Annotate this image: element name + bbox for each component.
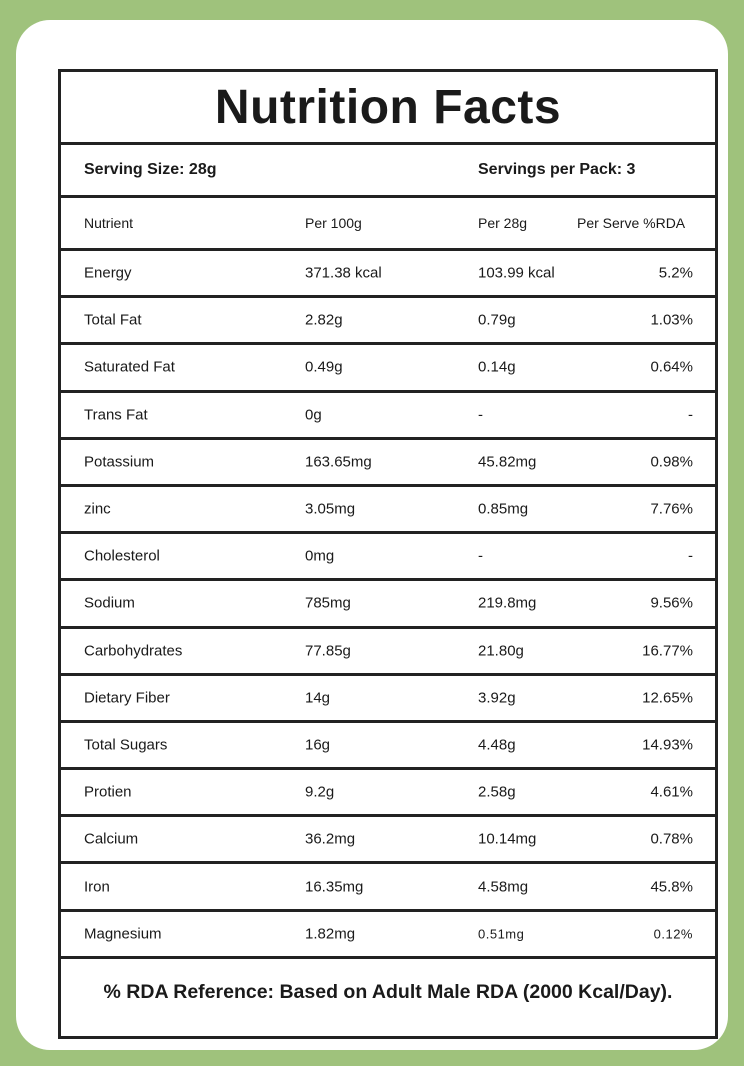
per-100g-value: 0g xyxy=(305,406,322,424)
per-28g-value: - xyxy=(478,406,483,424)
per-28g-value: 2.58g xyxy=(478,783,516,801)
table-header xyxy=(61,198,715,251)
per-28g-value: 21.80g xyxy=(478,642,524,660)
rda-value: 0.12% xyxy=(653,926,693,942)
table-body xyxy=(61,251,715,959)
per-100g-value: 14g xyxy=(305,689,331,707)
per-100g-value: 1.82mg xyxy=(305,925,356,943)
nutrition-panel xyxy=(58,69,718,1039)
rda-value: - xyxy=(688,406,693,424)
serving-row xyxy=(61,145,715,198)
nutrient-name: Total Fat xyxy=(84,311,142,329)
table-row xyxy=(61,487,715,534)
per-28g-value: 45.82mg xyxy=(478,453,537,471)
table-row xyxy=(61,534,715,581)
nutrient-name: Iron xyxy=(84,878,110,896)
serving-size: Serving Size: 28g xyxy=(84,161,217,178)
table-row xyxy=(61,676,715,723)
nutrient-name: Total Sugars xyxy=(84,736,168,754)
nutrient-name: Cholesterol xyxy=(84,547,160,565)
rda-value: 5.2% xyxy=(658,264,693,282)
table-row xyxy=(61,345,715,392)
per-28g-value: 219.8mg xyxy=(478,594,537,612)
servings-per-pack: Servings per Pack: 3 xyxy=(478,161,636,178)
per-100g-value: 371.38 kcal xyxy=(305,264,382,282)
table-row xyxy=(61,393,715,440)
per-28g-value: 0.79g xyxy=(478,311,516,329)
nutrient-name: Carbohydrates xyxy=(84,642,183,660)
table-row xyxy=(61,864,715,911)
nutrient-name: Dietary Fiber xyxy=(84,689,170,707)
table-row xyxy=(61,440,715,487)
rda-reference-note: % RDA Reference: Based on Adult Male RDA (2000 Kcal/Day). xyxy=(103,981,673,1003)
per-100g-value: 16g xyxy=(305,736,331,754)
per-100g-value: 163.65mg xyxy=(305,453,372,471)
per-28g-value: 3.92g xyxy=(478,689,516,707)
per-100g-value: 785mg xyxy=(305,594,351,612)
per-100g-value: 0.49g xyxy=(305,358,343,376)
per-100g-value: 16.35mg xyxy=(305,878,364,896)
table-row xyxy=(61,251,715,298)
per-100g-value: 0mg xyxy=(305,547,335,565)
rda-value: 45.8% xyxy=(650,878,693,896)
table-row xyxy=(61,723,715,770)
column-header-nutrient: Nutrient xyxy=(84,215,134,231)
per-28g-value: 0.14g xyxy=(478,358,516,376)
per-100g-value: 3.05mg xyxy=(305,500,356,518)
per-100g-value: 36.2mg xyxy=(305,830,356,848)
per-28g-value: 0.51mg xyxy=(478,926,525,942)
rda-value: 14.93% xyxy=(642,736,693,754)
per-100g-value: 2.82g xyxy=(305,311,343,329)
table-row xyxy=(61,817,715,864)
rda-value: 0.98% xyxy=(650,453,693,471)
table-row xyxy=(61,629,715,676)
nutrient-name: Trans Fat xyxy=(84,406,148,424)
rda-value: 1.03% xyxy=(650,311,693,329)
per-28g-value: 4.58mg xyxy=(478,878,529,896)
rda-value: 7.76% xyxy=(650,500,693,518)
rda-value: 0.78% xyxy=(650,830,693,848)
rda-value: 16.77% xyxy=(642,642,693,660)
rda-value: 12.65% xyxy=(642,689,693,707)
nutrient-name: Sodium xyxy=(84,594,135,612)
per-100g-value: 77.85g xyxy=(305,642,351,660)
table-row xyxy=(61,581,715,628)
panel-title: Nutrition Facts xyxy=(61,72,715,145)
per-28g-value: 0.85mg xyxy=(478,500,529,518)
nutrient-name: Energy xyxy=(84,264,132,282)
column-header-rda: Per Serve %RDA xyxy=(577,215,686,231)
per-28g-value: 10.14mg xyxy=(478,830,537,848)
nutrient-name: Calcium xyxy=(84,830,139,848)
rda-value: 0.64% xyxy=(650,358,693,376)
per-28g-value: 103.99 kcal xyxy=(478,264,555,282)
per-28g-value: 4.48g xyxy=(478,736,516,754)
label-card xyxy=(16,20,728,1050)
table-row xyxy=(61,298,715,345)
nutrient-name: Protien xyxy=(84,783,132,801)
column-header-per-100g: Per 100g xyxy=(305,215,362,231)
rda-value: - xyxy=(688,547,693,565)
per-100g-value: 9.2g xyxy=(305,783,335,801)
nutrient-name: zinc xyxy=(84,500,111,518)
nutrient-name: Magnesium xyxy=(84,925,162,943)
column-header-per-28g: Per 28g xyxy=(478,215,528,231)
nutrient-name: Potassium xyxy=(84,453,155,471)
table-row xyxy=(61,770,715,817)
rda-value: 4.61% xyxy=(650,783,693,801)
per-28g-value: - xyxy=(478,547,483,565)
nutrient-name: Saturated Fat xyxy=(84,358,175,376)
rda-value: 9.56% xyxy=(650,594,693,612)
